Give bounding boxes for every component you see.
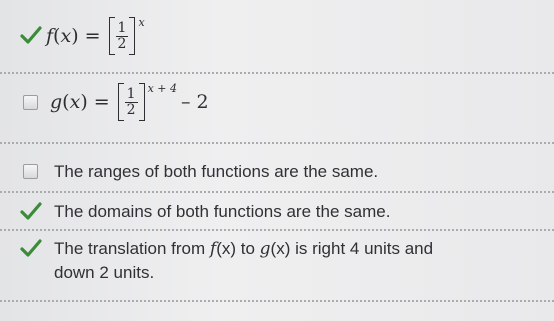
numerator: 1 (117, 19, 127, 36)
f-function-expression: f ( x ) = $\frac{1}{2}$ x (46, 17, 145, 55)
function-name: g (50, 91, 63, 113)
variable: x (60, 25, 72, 47)
denominator: 2 (117, 35, 127, 52)
green-checkmark-icon (20, 238, 42, 260)
function-name: f (46, 25, 54, 47)
text-segment: (x) (270, 239, 291, 258)
exponent: x + 4 (147, 81, 177, 95)
divider (0, 300, 554, 302)
divider (0, 229, 554, 231)
option-label (54, 237, 433, 284)
g-function-expression: g ( x ) = $\frac{1}{2}$ x + 4 – 2 (50, 83, 209, 121)
f-symbol: f (209, 239, 217, 259)
base-fraction (118, 83, 145, 121)
denominator: 2 (126, 101, 136, 118)
numerator: 1 (126, 85, 136, 102)
checkbox-icon[interactable] (23, 95, 38, 110)
option-ranges-same[interactable] (20, 160, 378, 183)
text-segment: (x) (216, 239, 237, 258)
option-label-line-2: down 2 units. (54, 263, 155, 282)
green-checkmark-icon (20, 201, 42, 223)
equals-sign: = (93, 91, 110, 113)
base-fraction (109, 17, 136, 55)
checkbox-icon[interactable] (23, 164, 38, 179)
text-segment: to (236, 239, 260, 258)
text-segment: The translation from (54, 239, 210, 258)
variable: x (69, 91, 81, 113)
option-g-of-x[interactable] (20, 83, 209, 121)
option-translation[interactable] (20, 237, 433, 284)
option-label-line-1 (54, 237, 433, 261)
option-f-of-x[interactable] (20, 17, 145, 55)
option-domains-same[interactable] (20, 200, 390, 223)
equals-sign: = (84, 25, 101, 47)
exponent: x (138, 15, 145, 29)
green-checkmark-icon (20, 25, 42, 47)
option-label: The domains of both functions are the same. (54, 202, 391, 221)
option-label: The ranges of both functions are the same. (54, 162, 379, 181)
divider (0, 72, 554, 74)
g-symbol: g (259, 239, 271, 259)
minus-two: – 2 (181, 91, 209, 113)
divider (0, 191, 554, 193)
text-segment: is right 4 units and (290, 239, 434, 258)
divider (0, 142, 554, 144)
